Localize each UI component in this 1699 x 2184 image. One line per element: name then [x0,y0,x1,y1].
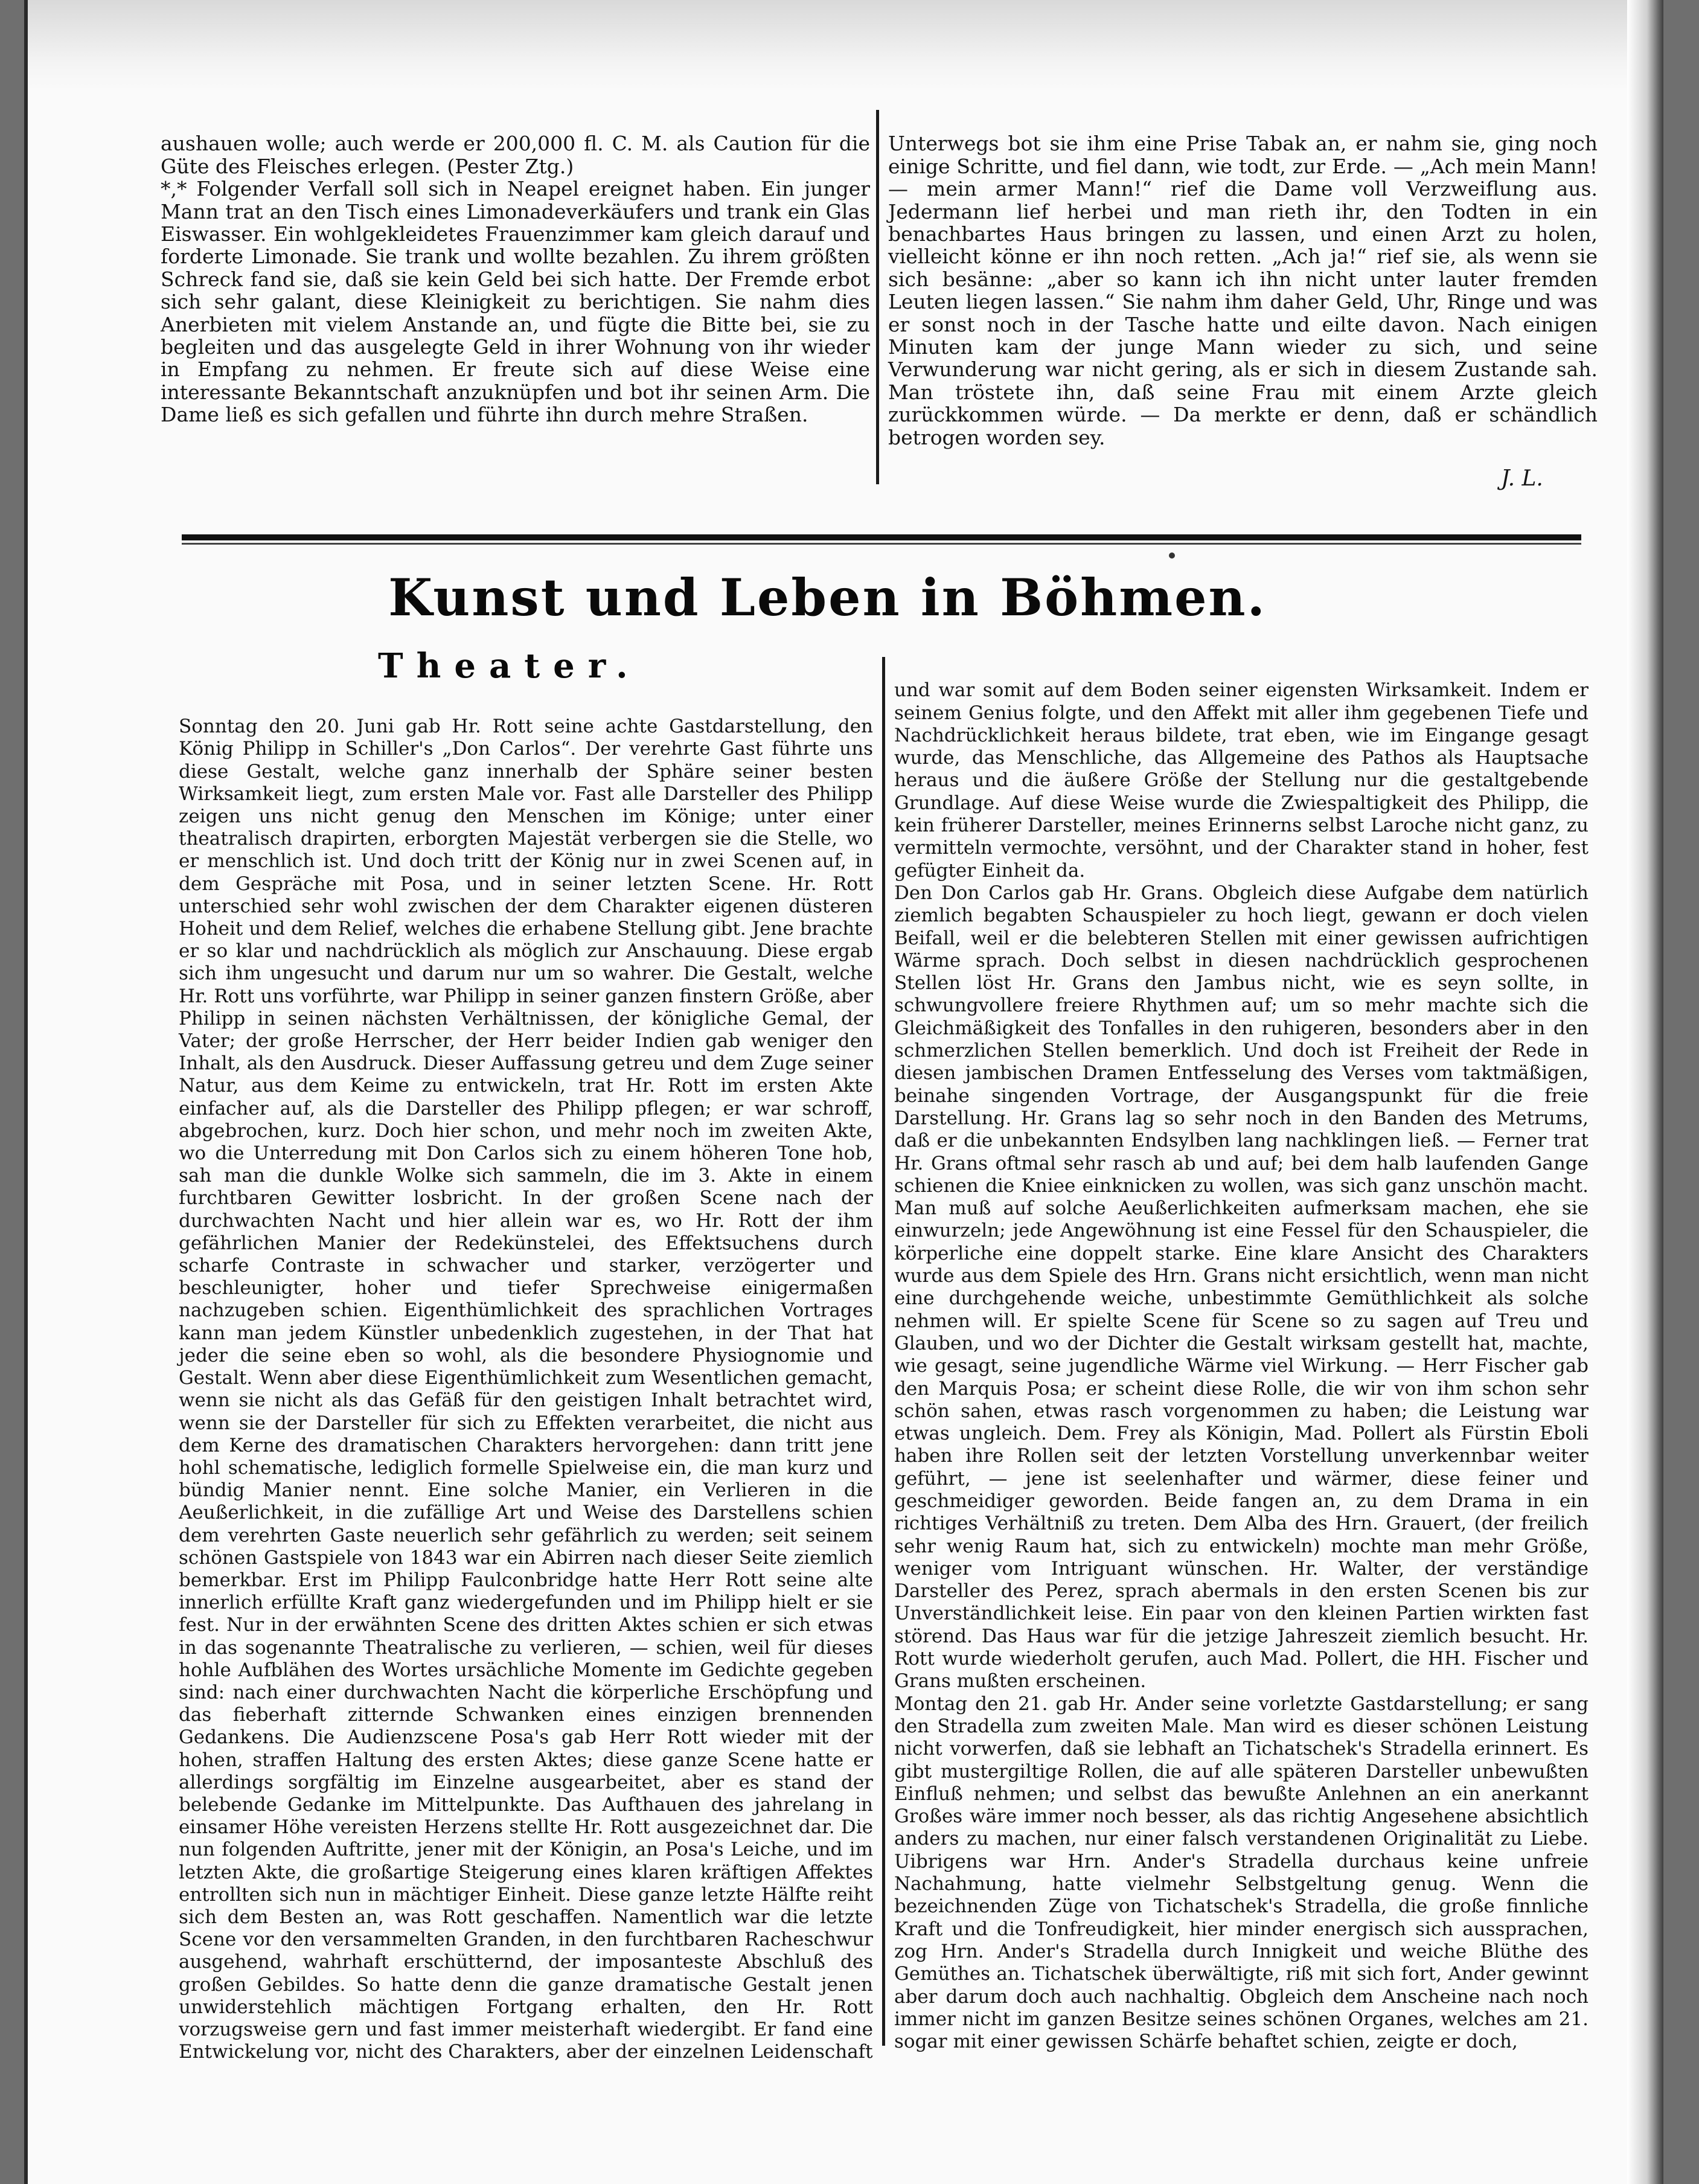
top-column-divider [876,110,879,484]
main-right-text: und war somit auf dem Boden seiner eigensten Wirksamkeit. Indem er seinem Genius folgte, und den Affekt mit aller ihm gegebenen Tiefe und Nachdrücklichkeit heraus bildete, trat eben, wie im Eingange gesagt wurde, das Menschliche, das Allgemeine des Pathos als Hauptsache heraus und die äußere Größe der Stellung nur die gestaltgebende Grundlage. Auf diese Weise wurde die Zwiespaltigkeit des Philipp, die kein früherer Darsteller, meines Erinnerns selbst Laroche nicht ganz, zu vermitteln vermochte, versöhnt, und der Charakter stand in hoher, fest gefügter Einheit da. Den Don Carlos gab Hr. Grans. Obgleich diese Aufgabe dem natürlich ziemlich begabten Schauspieler zu hoch liegt, gewann er doch vielen Beifall, weil er die belebteren Stellen mit einer gewissen aufrichtigen Wärme sprach. Doch selbst in diesen nachdrücklich gesprochenen Stellen löst Hr. Grans den Jambus nicht, wie es seyn sollte, in schwungvollere freiere Rhythmen auf; um so mehr machte sich die Gleichmäßigkeit des Tonfalles in den ruhigeren, besonders aber in den schmerzlichen Stellen bemerklich. Und doch ist Freiheit der Rede in diesen jambischen Dramen Entfesselung des Verses vom taktmäßigen, beinahe singenden Vortrage, der Ausgangspunkt für die freie Darstellung. Hr. Grans lag so sehr noch in den Banden des Metrums, daß er die unbekannten Endsylben lang nachklingen ließ. — Ferner trat Hr. Grans oftmal sehr rasch ab und auf; bei dem halb laufenden Gange schienen die Kniee einknicken zu wollen, was sich ganz unschön macht. Man muß auf solche Aeußerlichkeiten aufmerksam machen, ehe sie einwurzeln; jede Angewöhnung ist eine Fessel für den Schauspieler, die körperliche eine doppelt starke. Eine klare Ansicht des Charakters wurde aus dem Spiele des Hrn. Grans nicht ersichtlich, wenn man nicht eine durchgehende weiche, unbestimmte Gemüthlichkeit als solche nehmen will. Er spielte Scene für Scene so zu sagen auf Treu und Glauben, und wo der Dichter die Gestalt wirksam gestellt hat, machte, wie gesagt, seine jugendliche Wärme viel Wirkung. — Herr Fischer gab den Marquis Posa; er scheint diese Rolle, die wir von ihm schon sehr schön sahen, etwas rasch vorgenommen zu haben; die Leistung war etwas ungleich. Dem. Frey als Königin, Mad. Pollert als Fürstin Eboli haben ihre Rollen seit der letzten Vorstellung unverkennbar weiter geführt, — jene ist seelenhafter und wärmer, diese feiner und geschmeidiger geworden. Beide fangen an, zu dem Drama in ein richtiges Verhältniß zu treten. Dem Alba des Hrn. Grauert, (der freilich sehr wenig Raum hat, sich zu entwickeln) mochte man mehr Größe, weniger vom Intriguant wünschen. Hr. Walter, der verständige Darsteller des Perez, sprach abermals in den ersten Scenen bis zur Unverständlichkeit leise. Ein paar von den kleinen Partien wirkten fast störend. Das Haus war für die jetzige Jahreszeit ziemlich besucht. Hr. Rott wurde wiederholt gerufen, auch Mad. Pollert, die HH. Fischer und Grans mußten erscheinen. Montag den 21. gab Hr. Ander seine vorletzte Gastdarstellung; er sang den Stradella zum zweiten Male. Man wird es dieser schönen Leistung nicht vorwerfen, daß sie lebhaft an Tichatschek's Stradella erinnert. Es gibt mustergiltige Rollen, die auf alle späteren Darsteller unbewußten Einfluß nehmen; und selbst das bewußte Anlehnen an ein anerkannt Großes wäre immer noch besser, als das richtig Angesehene absichtlich anders zu machen, nur einer falsch verstandenen Originalität zu Liebe. Uibrigens war Hrn. Ander's Stradella durchaus keine unfreie Nachahmung, hatte vielmehr Selbstgeltung genug. Wenn die bezeichnenden Züge von Tichatschek's Stradella, die große finnliche Kraft und die Tonfreudigkeit, hier minder energisch sich aussprachen, zog Hrn. Ander's Stradella durch Innigkeit und weiche Blüthe des Gemüthes an. Tichatschek überwältigte, riß mit sich fort, Ander gewinnt aber darum doch auch nachhaltig. Obgleich dem Anscheine nach noch immer nicht im ganzen Besitze seines schönen Organes, welches am 21. sogar mit einer gewissen Schärfe behaftet schien, zeigte er doch, [894,679,1589,2053]
top-right-text: Unterwegs bot sie ihm eine Prise Tabak an, er nahm sie, ging noch einige Schritte, und fiel dann, wie todt, zur Erde. — „Ach mein Mann! — mein armer Mann!“ rief die Dame voll Verzweiflung aus. Jedermann lief herbei und man rieth ihr, den Todten in ein benachbartes Haus bringen zu lassen, und einen Arzt zu holen, vielleicht könne er ihn noch retten. „Ach ja!“ rief sie, als wenn sie sich besänne: „aber so kann ich ihn nicht unter lauter fremden Leuten liegen lassen.“ Sie nahm ihm daher Geld, Uhr, Ringe und was er sonst noch in der Tasche hatte und eilte davon. Nach einigen Minuten kam der junge Mann wieder zu sich, und seine Verwunderung war nicht gering, als er sich in diesem Zustande sah. Man tröstete ihn, daß seine Frau mit einem Arzte gleich zurückkommen würde. — Da merkte er denn, daß er schändlich betrogen worden sey. [888,132,1598,449]
bleed-through-line [149,23,1567,24]
section-title: Kunst und Leben in Böhmen. [388,568,1267,627]
author-signature: J. L. [1501,466,1543,491]
newspaper-page [24,0,1663,2184]
section-rule-thin [182,543,1581,545]
top-left-column [161,110,870,478]
section-rule-thick [182,534,1581,540]
main-left-text: Sonntag den 20. Juni gab Hr. Rott seine achte Gastdarstellung, den König Philipp in Schiller's „Don Carlos“. Der verehrte Gast führte uns diese Gestalt, welche ganz innerhalb der Sphäre seiner besten Wirksamkeit liegt, zum ersten Male vor. Fast alle Darsteller des Philipp zeigen uns nicht genug den Menschen im Könige; unter einer theatralisch drapirten, erborgten Majestät verbergen sie die Stelle, wo er menschlich ist. Und doch tritt der König nur in zwei Scenen auf, in dem Gespräche mit Posa, und in seiner letzten Scene. Hr. Rott unterschied sehr wohl zwischen der dem Charakter eigenen düsteren Hoheit und dem Relief, welches die erhabene Stellung gibt. Jene brachte er so klar und nachdrücklich als möglich zur Anschauung. Diese ergab sich ihm ungesucht und darum nur um so wahrer. Die Gestalt, welche Hr. Rott uns vorführte, war Philipp in seiner ganzen finstern Größe, aber Philipp in seinen nächsten Verhältnissen, der königliche Gemal, der Vater; der große Herrscher, der Herr beider Indien gab weniger den Inhalt, als den Ausdruck. Dieser Auffassung getreu und dem Zuge seiner Natur, aus dem Keime zu entwickeln, trat Hr. Rott im ersten Akte einfacher auf, als die Darsteller des Philipp pflegen; er war schroff, abgebrochen, kurz. Doch hier schon, und mehr noch im zweiten Akte, wo die Unterredung mit Don Carlos sich zu einem höheren Tone hob, sah man die dunkle Wolke sich sammeln, die im 3. Akte in einem furchtbaren Gewitter losbricht. In der großen Scene nach der durchwachten Nacht und hier allein war es, wo Hr. Rott der ihm gefährlichen Manier der Redekünstelei, des Effektsuchens durch scharfe Contraste in schwacher und starker, verzögerter und beschleunigter, hoher und tiefer Sprechweise einigermaßen nachzugeben schien. Eigenthümlichkeit des sprachlichen Vortrages kann man jedem Künstler unbedenklich zugestehen, in der That hat jeder die seine eben so wohl, als die besondere Physiognomie und Gestalt. Wenn aber diese Eigenthümlichkeit zum Wesentlichen gemacht, wenn sie nicht als das Gefäß für den geistigen Inhalt betrachtet wird, wenn sie der Darsteller für sich zu Effekten verarbeitet, die nicht aus dem Kerne des dramatischen Charakters hervorgehen: dann tritt jene hohl schematische, lediglich formelle Spielweise ein, die man kurz und bündig Manier nennt. Eine solche Manier, ein Verlieren in die Aeußerlichkeit, in die zufällige Art und Weise des Darstellens schien dem verehrten Gaste neuerlich sehr gefährlich zu werden; seit seinem schönen Gastspiele von 1843 war ein Abirren nach dieser Seite ziemlich bemerkbar. Erst im Philipp Faulconbridge hatte Herr Rott seine alte innerlich erfüllte Kraft ganz wiedergefunden und im Philipp hielt er sie fest. Nur in der erwähnten Scene des dritten Aktes schien er sich etwas in das sogenannte Theatralische zu verlieren, — schien, weil für dieses hohle Aufblähen des Wortes ursächliche Momente im Gedichte gegeben sind: nach einer durchwachten Nacht die körperliche Erschöpfung und das fieberhaft zitternde Schwanken eines einzigen brennenden Gedankens. Die Audienzscene Posa's gab Herr Rott wieder mit der hohen, straffen Haltung des ersten Aktes; diese ganze Scene hatte er allerdings sorgfältig im Einzelne ausgearbeitet, aber es stand der belebende Gedanke im Mittelpunkte. Das Aufthauen des jahrelang in einsamer Höhe vereisten Herzens stellte Hr. Rott ausgezeichnet dar. Die nun folgenden Auftritte, jener mit der Königin, an Posa's Leiche, und im letzten Akte, die großartige Steigerung eines klaren kräftigen Affektes entrollten sich nun in mächtiger Einheit. Diese ganze letzte Hälfte reiht sich dem Besten an, was Rott geschaffen. Namentlich war die letzte Scene vor den versammelten Granden, in den furchtbaren Racheschwur ausgehend, wahrhaft erschütternd, der imposanteste Abschluß des großen Gebildes. So hatte denn die ganze dramatische Gestalt jenen unwiderstehlich mächtigen Fortgang erhalten, den Hr. Rott vorzugsweise gern und fast immer meisterhaft wiedergibt. Er fand eine Entwickelung vor, nicht des Charakters, aber der einzelnen Leidenschaft [179,716,873,2063]
top-right-column [888,110,1598,484]
main-left-column [179,693,873,2063]
top-left-text: aushauen wolle; auch werde er 200,000 fl. C. M. als Caution für die Güte des Fleisches erlegen. (Pester Ztg.) *,* Folgender Verfall soll sich in Neapel ereignet haben. Ein junger Mann trat an den Tisch eines Limonadeverkäufers und trank ein Glas Eiswasser. Ein wohlgekleidetes Frauenzimmer kam gleich darauf und forderte Limonade. Sie trank und wollte bezahlen. Zu ihrem größten Schreck fand sie, daß sie kein Geld bei sich hatte. Der Fremde erbot sich sehr galant, diese Kleinigkeit zu berichtigen. Sie nahm dies Anerbieten mit vielem Anstande an, und fügte die Bitte bei, sie zu begleiten und das ausgelegte Geld in ihrer Wohnung von ihr wieder in Empfang zu nehmen. Er freute sich auf diese Weise eine interessante Bekanntschaft anzuknüpfen und bot ihr seinen Arm. Die Dame ließ es sich gefallen und führte ihn durch mehre Straßen. [161,132,870,427]
main-column-divider [882,657,885,2046]
section-subtitle: Theater. [378,646,641,686]
ornament-dot [1169,552,1175,559]
page-top-margin [28,0,1627,91]
main-right-column [894,657,1589,2053]
page-edge-shadow [1627,0,1663,2184]
